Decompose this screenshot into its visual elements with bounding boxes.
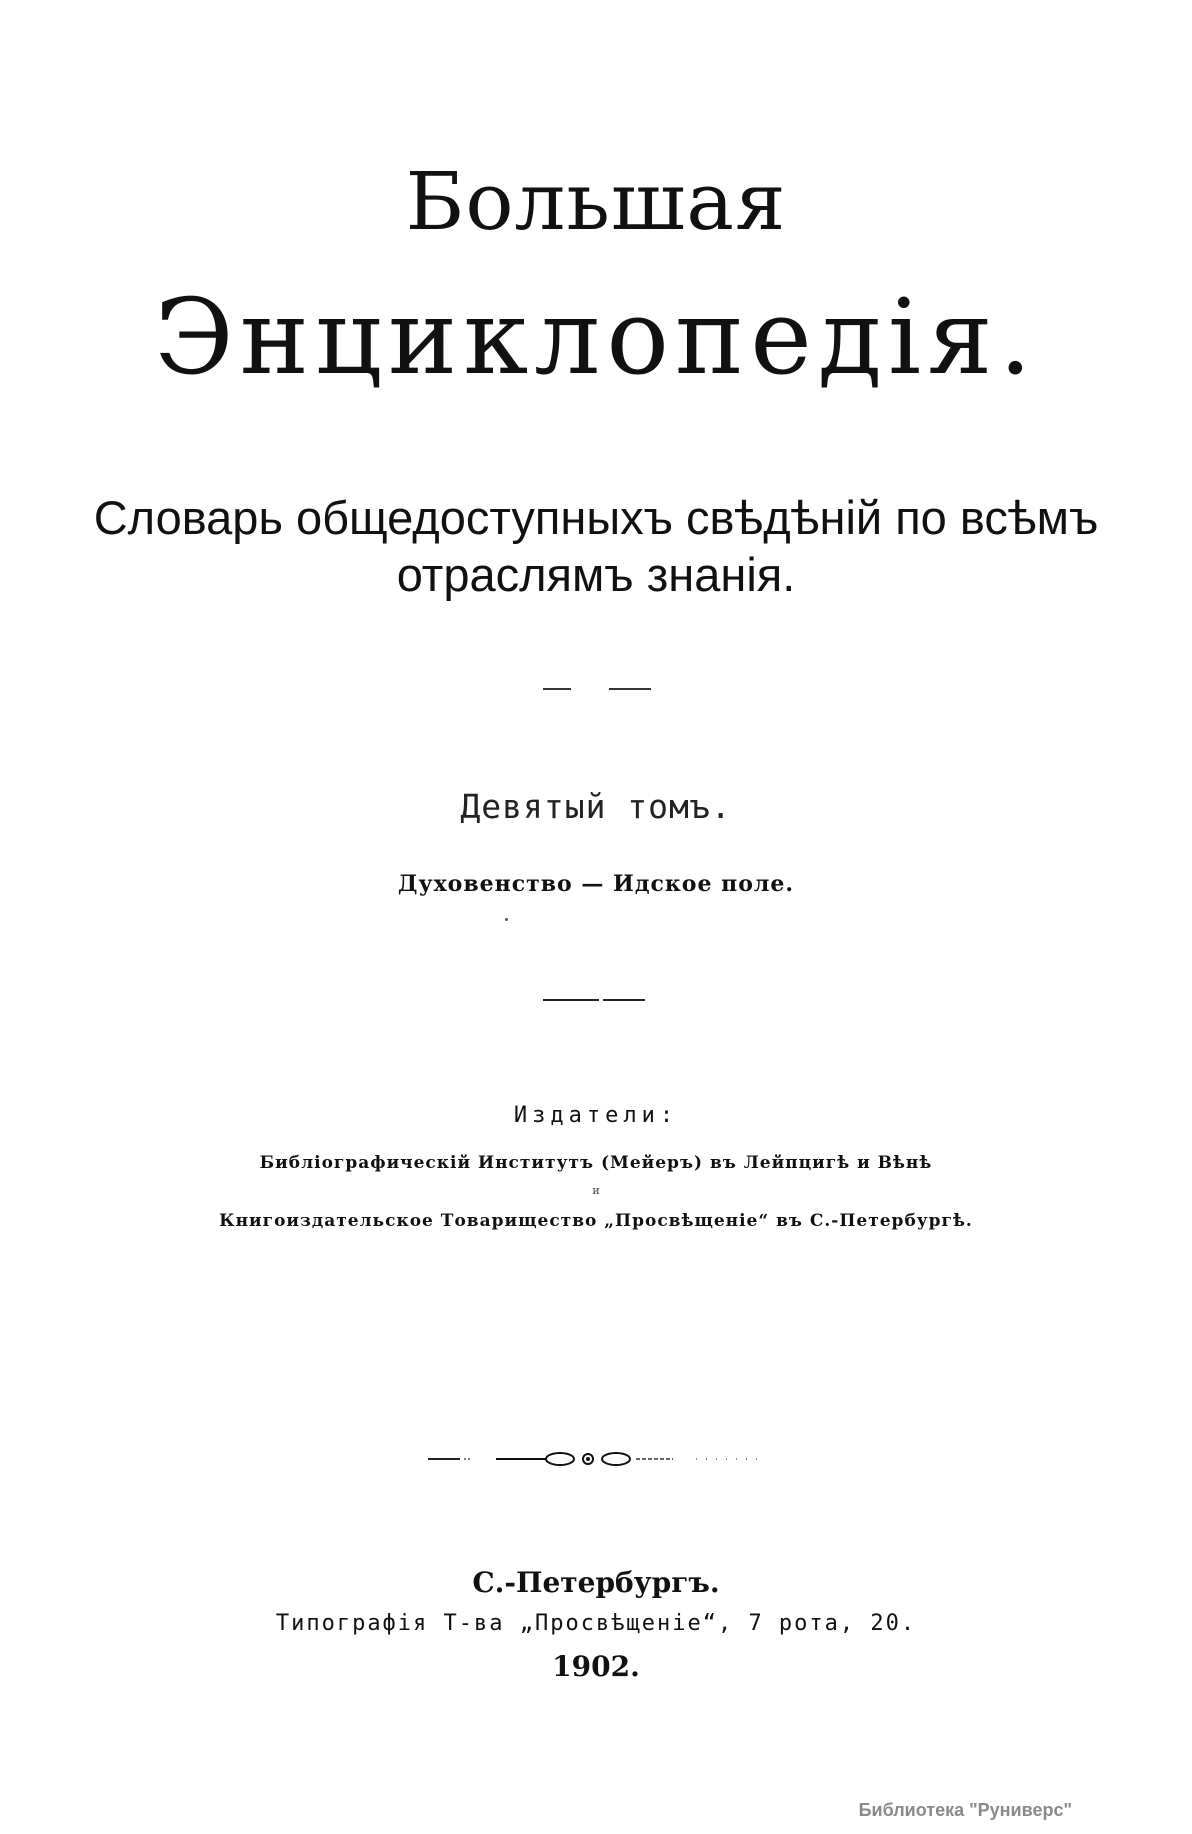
imprint-city: С.-Петербургъ. bbox=[472, 1566, 720, 1599]
library-watermark: Библиотека "Руниверс" bbox=[858, 1800, 1072, 1820]
ornament-divider bbox=[428, 1447, 758, 1471]
imprint-printer: Типографія Т-ва „Просвѣщеніе“, 7 рота, 20. bbox=[275, 1611, 917, 1636]
publishers-label: Издатели: bbox=[513, 1103, 679, 1128]
separator-rule-small bbox=[543, 688, 651, 690]
volume-heading: Девятый томъ. bbox=[460, 787, 732, 826]
publisher-conjunction: и bbox=[592, 1184, 600, 1197]
publisher-2: Книгоиздательское Товарищество „Просвѣщеніе“ въ С.-Петербургѣ. bbox=[219, 1211, 973, 1231]
publisher-1: Библіографическій Институтъ (Мейеръ) въ Лейпцигѣ и Вѣнѣ bbox=[259, 1153, 933, 1173]
stray-dot bbox=[505, 918, 508, 921]
subtitle-line-2: отраслямъ знанія. bbox=[396, 548, 796, 601]
imprint-year: 1902. bbox=[552, 1650, 640, 1683]
separator-rule-medium bbox=[543, 999, 645, 1001]
title-line-2: Энциклопедія. bbox=[154, 276, 1038, 398]
volume-range: Духовенство — Идское поле. bbox=[397, 871, 795, 897]
subtitle-line-1: Словарь общедоступныхъ свѣдѣній по всѣмъ bbox=[93, 491, 1099, 544]
title-line-1: Большая bbox=[405, 155, 787, 248]
